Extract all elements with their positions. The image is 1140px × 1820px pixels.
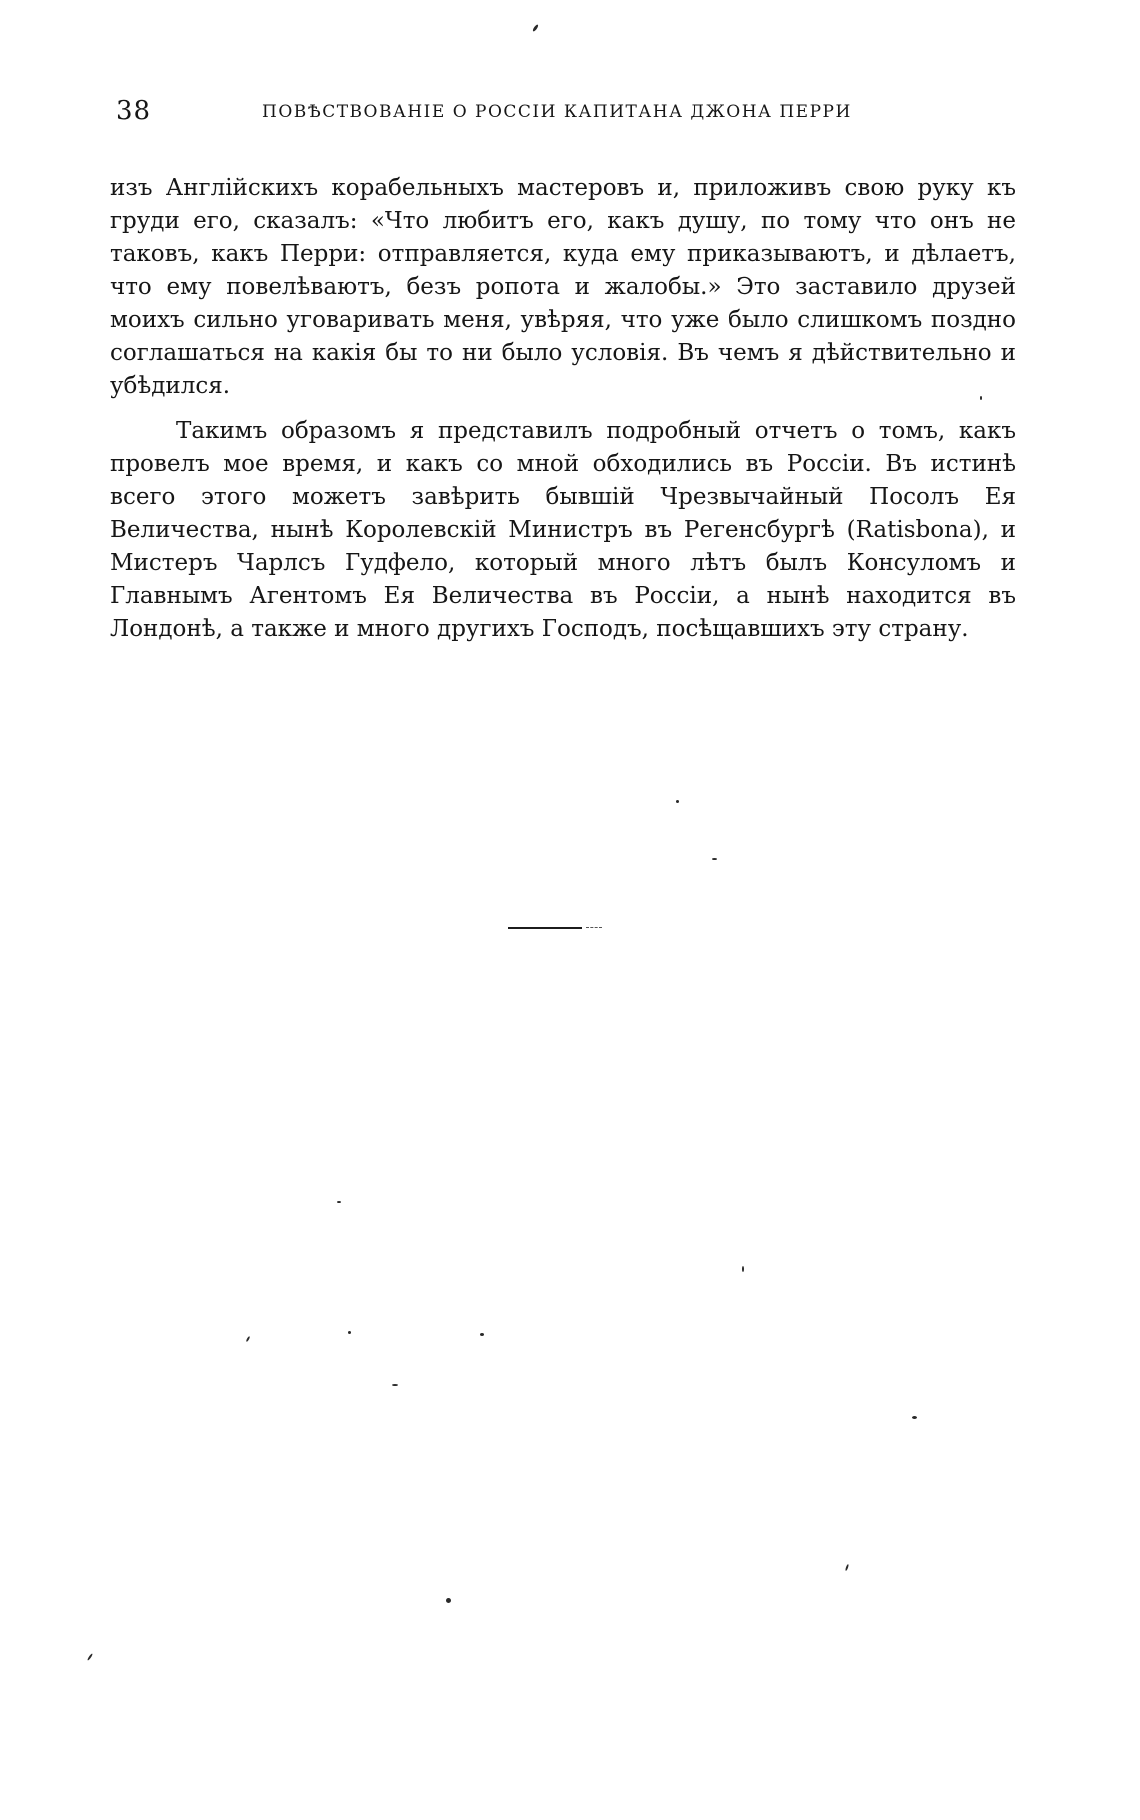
scan-speck [676, 800, 679, 803]
scan-speck [246, 1336, 251, 1342]
page-header [116, 96, 882, 130]
scan-speck [742, 1266, 744, 1272]
scan-speck [87, 1653, 93, 1661]
section-end-rule-tail [586, 927, 602, 928]
scan-speck [446, 1598, 451, 1603]
scan-speck [980, 396, 982, 400]
paragraph-1: изъ Англійскихъ корабельныхъ мастеровъ и, приложивъ свою руку къ груди его, сказалъ: «Что любитъ его, какъ душу, по тому что онъ не таковъ, какъ Перри: отправляется, куда ему приказываютъ, и дѣлаетъ, что ему повелѣваютъ, безъ ропота и жалобы.» Это заставило друзей моихъ сильно уговаривать меня, увѣряя, что уже было слишкомъ поздно соглашаться на какія бы то ни было условія. Въ чемъ я дѣйствительно и убѣдился. [110, 175, 1016, 399]
scan-speck [348, 1331, 351, 1334]
paragraph-2: Такимъ образомъ я представилъ подробный отчетъ о томъ, какъ провелъ мое время, и какъ со мной обходились въ Россіи. Въ истинѣ всего этого можетъ завѣрить бывшій Чрезвычайный Посолъ Ея Величества, нынѣ Королевскій Министръ въ Регенсбургѣ (Ratisbona), и Мистеръ Чарлсъ Гудфело, который много лѣтъ былъ Консуломъ и Главнымъ Агентомъ Ея Величества въ Россіи, а нынѣ находится въ Лондонѣ, а также и много другихъ Господъ, посѣщавшихъ эту страну. [110, 418, 1016, 642]
scan-speck [712, 858, 717, 860]
scan-speck [480, 1333, 484, 1336]
scan-speck [532, 24, 539, 32]
section-end-rule [508, 927, 582, 929]
body-text [110, 172, 1016, 646]
scan-speck [845, 1564, 849, 1571]
scan-speck [912, 1416, 917, 1419]
scan-speck [337, 1201, 341, 1203]
running-title: ПОВѢСТВОВАНІЕ О РОССІИ КАПИТАНА ДЖОНА ПЕРРИ [262, 102, 852, 122]
page-number: 38 [116, 96, 152, 126]
scan-speck [392, 1384, 398, 1386]
